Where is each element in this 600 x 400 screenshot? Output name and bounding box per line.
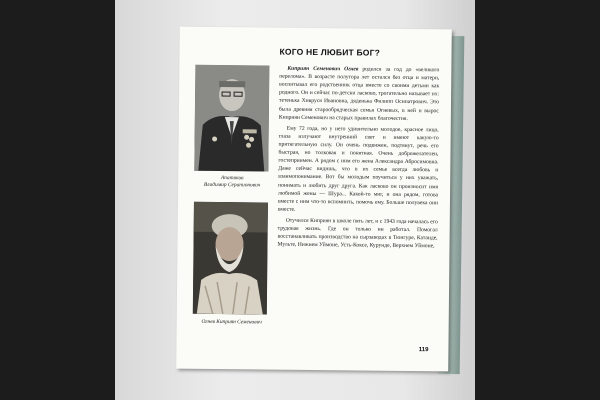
paragraph-2: Ему 72 года, но у него удивительно молодое, красное лицо, глаза излучают внутренний свет и имеют какую-то притягательную силу. Он очень подвижен, подтянут, речь его быстрая, но толковая и понятная. Очень доброжелателен, гостеприимен. А рядом с ним его жена Александра Абросимовна. Даже сейчас видишь, что в их семье всегда любовь и взаимопонимание. Вот бы молодым поучиться у них уважать, понимать и любить друг друга. Как ласково он произносит имя любимой жены — Шура... Какой-то миг, и она рядом, готова вместе с ним что-то вспомнить, помочь ему. Больше полувека они вместе. (277, 125, 439, 213)
article-body (277, 65, 439, 254)
page-number: 119 (418, 347, 429, 354)
photo-kipriyan (193, 202, 268, 315)
paragraph-1 (279, 65, 440, 123)
top-photo-caption (192, 175, 272, 190)
paragraph-3: Отучился Киприян в школе пять лет, и с 1943 года началась его трудовая жизнь. Где он только ни работал. Помогал восстанавливать производство на сырзаводах в Тюнгуре, Катанде, Мульте, Нижнем Уймоне, Усть-Коксе, Курунде, Верхнем Уймоне, (277, 217, 438, 250)
paragraph-1-text: родился за год до «великого перелома». В возрасте полутора лет остался без отца и матери, воспитывал его родственник отца вместе со своими детьми как родного. Он и сейчас по-детски ласково, трогательно называет их: тетенька Хивруся Ивановна, дяденька Филипп Осипатрович. Это была древняя старообрядческая семья Огневых, в ней и вырос Киприян Семенович на старых правилах благочестия. (278, 66, 440, 122)
photo-veteran (194, 65, 269, 172)
caption-fullname: Владимир Серапионович (203, 182, 261, 189)
book-page (176, 27, 452, 372)
page-title: КОГО НЕ ЛЮБИТ БОГ? (279, 46, 381, 58)
bottom-photo-caption: Огнев Киприян Семенович (201, 318, 262, 326)
veteran-portrait (194, 65, 269, 172)
lead-name: Киприян Семенович Огнев (287, 65, 359, 73)
bearded-man-portrait (193, 202, 268, 315)
caption-surname: Апатиков (220, 175, 244, 182)
